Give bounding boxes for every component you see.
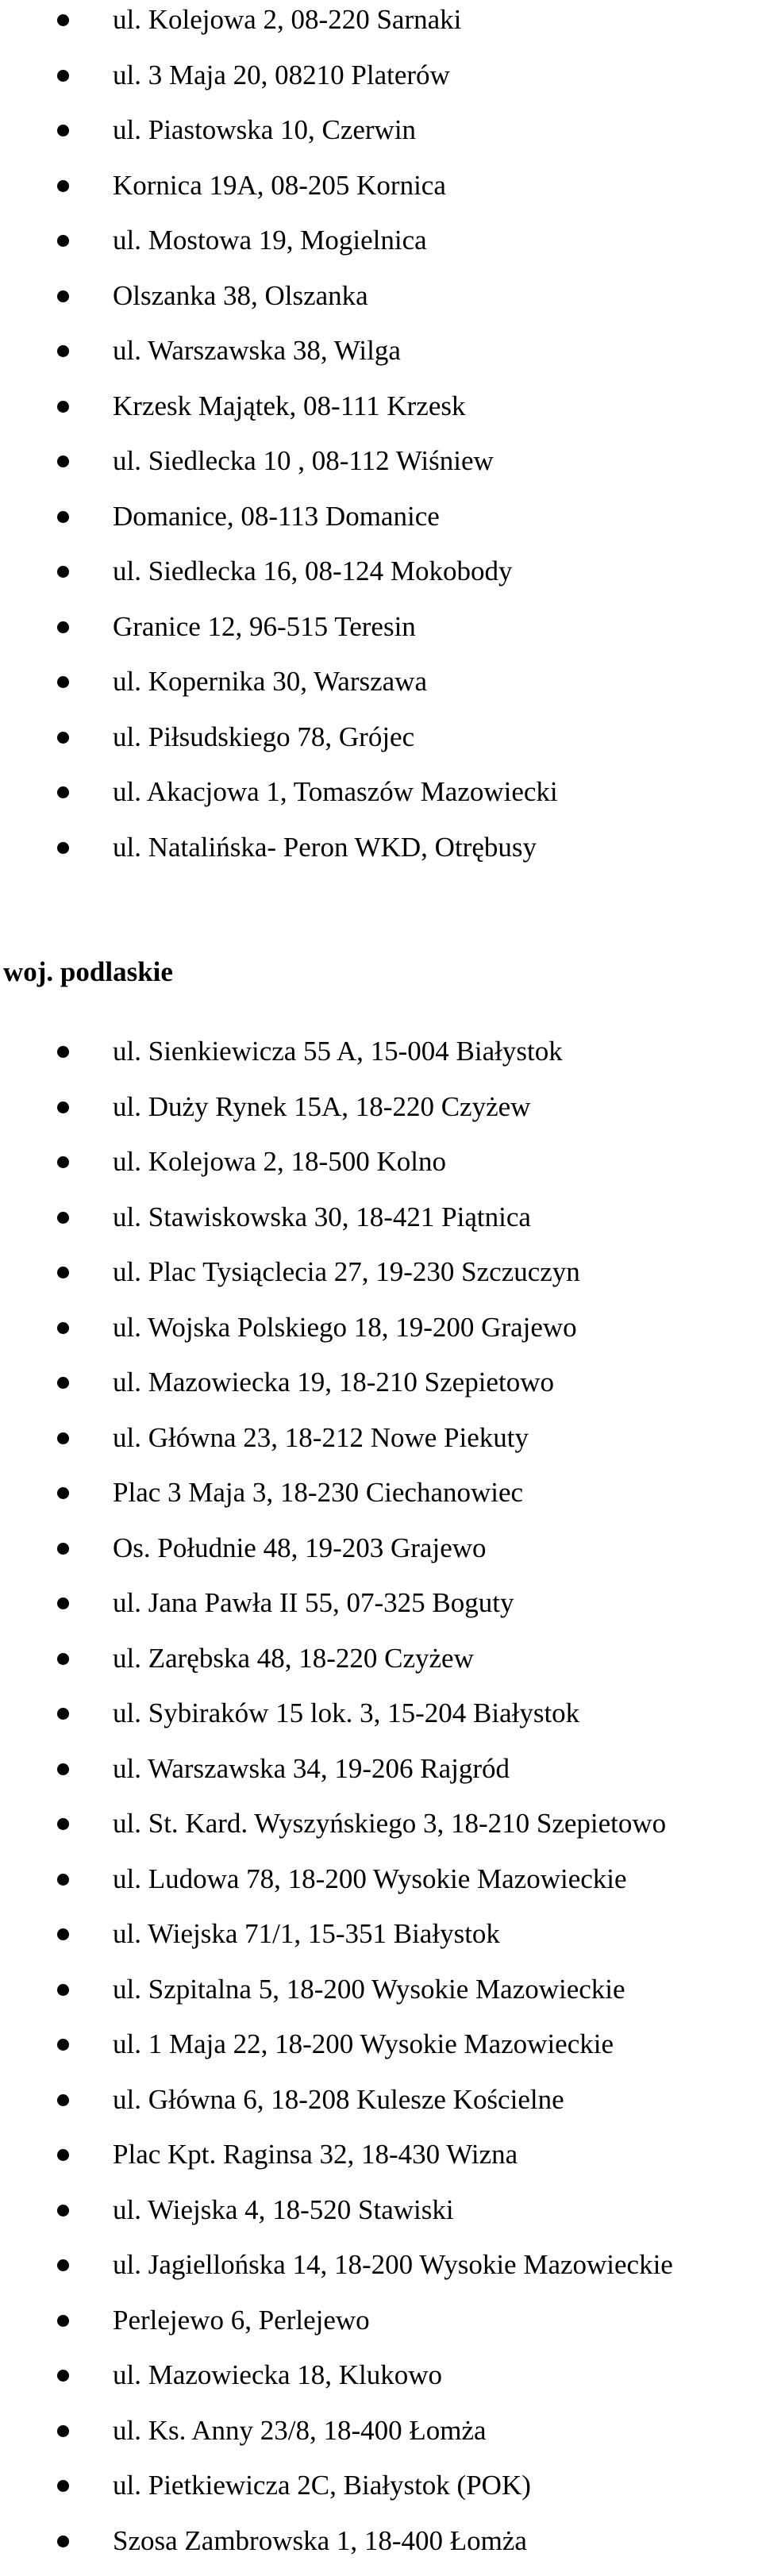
bullet-icon [57, 1653, 69, 1665]
bullet-icon [57, 2205, 69, 2217]
address-text: Plac 3 Maja 3, 18-230 Ciechanowiec [113, 1477, 523, 1508]
bullet-icon [57, 456, 69, 467]
address-text: ul. Kolejowa 2, 18-500 Kolno [113, 1146, 446, 1177]
list-item [0, 441, 762, 497]
address-text: ul. Jagiellońska 14, 18-200 Wysokie Mazowieckie [113, 2249, 673, 2280]
bullet-icon [57, 70, 69, 82]
bullet-icon [57, 180, 69, 192]
list-item [0, 1914, 762, 1970]
list-item [0, 1363, 762, 1418]
list-item [0, 2466, 762, 2521]
address-text: ul. Akacjowa 1, Tomaszów Mazowiecki [113, 776, 558, 807]
bullet-icon [57, 1267, 69, 1278]
bullet-icon [57, 1432, 69, 1444]
section-heading-podlaskie: woj. podlaskie [3, 952, 173, 992]
list-item [0, 2301, 762, 2356]
address-text: Plac Kpt. Raginsa 32, 18-430 Wizna [113, 2139, 518, 2170]
bullet-icon [57, 1046, 69, 1058]
bullet-icon [57, 14, 69, 26]
list-item [0, 1970, 762, 2025]
address-text: ul. Ks. Anny 23/8, 18-400 Łomża [113, 2415, 487, 2446]
list-item [0, 276, 762, 332]
list-item [0, 2411, 762, 2466]
bullet-icon [57, 2259, 69, 2271]
address-text: Olszanka 38, Olszanka [113, 280, 368, 311]
address-text: Granice 12, 96-515 Teresin [113, 611, 416, 642]
bullet-icon [57, 676, 69, 688]
list-item [0, 386, 762, 442]
bullet-icon [57, 842, 69, 854]
list-item [0, 221, 762, 276]
bullet-icon [57, 2536, 69, 2547]
bullet-icon [57, 1156, 69, 1168]
address-text: ul. Ludowa 78, 18-200 Wysokie Mazowieckie [113, 1863, 627, 1894]
bullet-icon [57, 1928, 69, 1940]
address-text: ul. Wojska Polskiego 18, 19-200 Grajewo [113, 1312, 577, 1343]
address-text: ul. Zarębska 48, 18-220 Czyżew [113, 1643, 474, 1674]
bullet-icon [57, 290, 69, 302]
address-text: ul. 3 Maja 20, 08210 Platerów [113, 60, 450, 90]
list-item [0, 2355, 762, 2411]
address-list-podlaskie [0, 1032, 762, 2576]
bullet-icon [57, 732, 69, 744]
address-text: Kornica 19A, 08-205 Kornica [113, 170, 446, 201]
bullet-icon [57, 1212, 69, 1224]
address-text: ul. Sybiraków 15 lok. 3, 15-204 Białystok [113, 1697, 579, 1728]
list-item [0, 2135, 762, 2190]
list-item [0, 2024, 762, 2080]
bullet-icon [57, 1543, 69, 1555]
address-text: ul. Piastowska 10, Czerwin [113, 114, 416, 145]
list-item [0, 662, 762, 717]
address-text: ul. Piłsudskiego 78, Grójec [113, 721, 414, 752]
bullet-icon [57, 1763, 69, 1775]
address-text: Szosa Zambrowska 1, 18-400 Łomża [113, 2525, 527, 2556]
bullet-icon [57, 125, 69, 136]
address-list-first-section [0, 0, 762, 882]
list-item [0, 1032, 762, 1087]
bullet-icon [57, 1984, 69, 1996]
list-item [0, 2190, 762, 2246]
list-item [0, 607, 762, 663]
bullet-icon [57, 401, 69, 413]
list-item [0, 0, 762, 56]
list-item [0, 1473, 762, 1528]
address-text: Perlejewo 6, Perlejewo [113, 2305, 370, 2336]
address-text: ul. Mostowa 19, Mogielnica [113, 225, 427, 256]
list-item [0, 1749, 762, 1805]
bullet-icon [57, 1874, 69, 1886]
bullet-icon [57, 1818, 69, 1830]
bullet-icon [57, 1377, 69, 1389]
list-item [0, 1583, 762, 1639]
bullet-icon [57, 2480, 69, 2492]
list-item [0, 2521, 762, 2576]
list-item [0, 772, 762, 828]
address-text: ul. Wiejska 71/1, 15-351 Białystok [113, 1918, 500, 1949]
list-item [0, 331, 762, 386]
address-text: ul. Siedlecka 16, 08-124 Mokobody [113, 556, 513, 586]
bullet-icon [57, 621, 69, 633]
address-text: ul. Plac Tysiąclecia 27, 19-230 Szczuczyn [113, 1256, 580, 1287]
bullet-icon [57, 1487, 69, 1499]
address-text: ul. Warszawska 34, 19-206 Rajgród [113, 1753, 510, 1784]
bullet-icon [57, 1322, 69, 1334]
list-item [0, 1859, 762, 1915]
list-item [0, 2245, 762, 2301]
list-item [0, 1418, 762, 1474]
bullet-icon [57, 1102, 69, 1113]
address-text: Domanice, 08-113 Domanice [113, 501, 440, 532]
address-text: ul. Pietkiewicza 2C, Białystok (POK) [113, 2470, 531, 2501]
address-text: ul. Kolejowa 2, 08-220 Sarnaki [113, 4, 461, 35]
bullet-icon [57, 566, 69, 578]
list-item [0, 828, 762, 883]
address-text: Os. Południe 48, 19-203 Grajewo [113, 1532, 487, 1563]
address-text: ul. Mazowiecka 19, 18-210 Szepietowo [113, 1367, 554, 1398]
bullet-icon [57, 2315, 69, 2327]
list-item [0, 1308, 762, 1363]
address-text: ul. St. Kard. Wyszyńskiego 3, 18-210 Szepietowo [113, 1808, 666, 1839]
address-text: Krzesk Majątek, 08-111 Krzesk [113, 390, 465, 421]
list-item [0, 1087, 762, 1143]
address-text: ul. Szpitalna 5, 18-200 Wysokie Mazowieckie [113, 1974, 625, 2005]
bullet-icon [57, 1598, 69, 1609]
list-item [0, 166, 762, 221]
bullet-icon [57, 2094, 69, 2106]
address-text: ul. Stawiskowska 30, 18-421 Piątnica [113, 1201, 531, 1232]
address-text: ul. Kopernika 30, Warszawa [113, 666, 427, 697]
list-item [0, 717, 762, 773]
bullet-icon [57, 2149, 69, 2161]
list-item [0, 1639, 762, 1694]
bullet-icon [57, 1708, 69, 1720]
list-item [0, 1252, 762, 1308]
bullet-icon [57, 2370, 69, 2382]
address-text: ul. Siedlecka 10 , 08-112 Wiśniew [113, 445, 494, 476]
bullet-icon [57, 235, 69, 247]
address-text: ul. Główna 23, 18-212 Nowe Piekuty [113, 1422, 529, 1453]
address-text: ul. Wiejska 4, 18-520 Stawiski [113, 2194, 454, 2225]
list-item [0, 552, 762, 607]
address-text: ul. Duży Rynek 15A, 18-220 Czyżew [113, 1091, 530, 1122]
address-text: ul. Natalińska- Peron WKD, Otrębusy [113, 832, 537, 863]
bullet-icon [57, 786, 69, 798]
address-text: ul. 1 Maja 22, 18-200 Wysokie Mazowieckie [113, 2028, 614, 2059]
list-item [0, 497, 762, 552]
address-text: ul. Warszawska 38, Wilga [113, 335, 401, 366]
address-text: ul. Sienkiewicza 55 A, 15-004 Białystok [113, 1036, 563, 1067]
address-text: ul. Jana Pawła II 55, 07-325 Boguty [113, 1587, 514, 1618]
list-item [0, 110, 762, 166]
address-text: ul. Główna 6, 18-208 Kulesze Kościelne [113, 2084, 564, 2115]
list-item [0, 1694, 762, 1749]
list-item [0, 2080, 762, 2136]
list-item [0, 56, 762, 111]
bullet-icon [57, 2425, 69, 2437]
bullet-icon [57, 511, 69, 523]
list-item [0, 1528, 762, 1584]
list-item [0, 1804, 762, 1859]
bullet-icon [57, 345, 69, 357]
list-item [0, 1142, 762, 1198]
bullet-icon [57, 2039, 69, 2051]
address-text: ul. Mazowiecka 18, Klukowo [113, 2359, 442, 2390]
list-item [0, 1198, 762, 1253]
